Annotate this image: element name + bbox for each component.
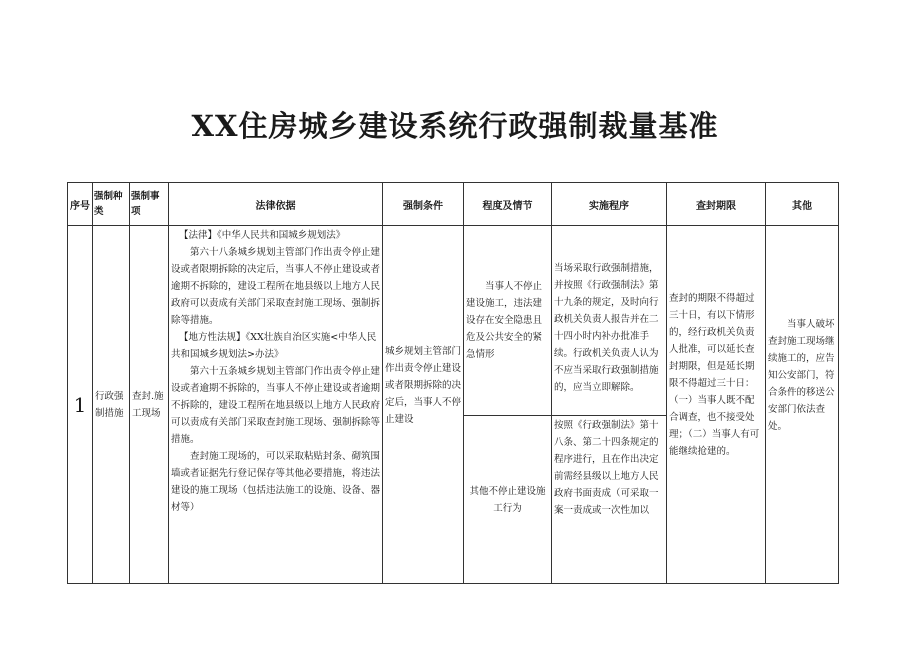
row-degree-other: 其他不停止建设施工行为 <box>464 416 552 584</box>
header-degree: 程度及情节 <box>464 183 552 226</box>
header-law: 法律依据 <box>169 183 383 226</box>
header-row <box>68 183 839 226</box>
table-row <box>68 226 839 416</box>
row-degree-urgent: 当事人不停止建设施工，违法建设存在安全隐患且危及公共安全的紧急情形 <box>464 226 552 416</box>
row-period: 查封的期限不得超过三十日，有以下情形的，经行政机关负责人批准，可以延长查封期限，但是延长期限不得超过三十日：（一）当事人既不配合调查，也不接受处理；（二）当事人有可能继续抢建的。 <box>667 226 766 584</box>
page-title: XX住房城乡建设系统行政强制裁量基准 <box>191 109 719 143</box>
law-measures: 查封施工现场的，可以采取粘贴封条、砌筑围墙或者证据先行登记保存等其他必要措施，将违法建设的施工现场（包括违法施工的设施、设备、器材等） <box>171 451 381 513</box>
row-law <box>169 226 383 584</box>
law-article-68: 第六十八条城乡规划主管部门作出责令停止建设或者限期拆除的决定后，当事人不停止建设或者逾期不拆除的，建设工程所在地县级以上地方人民政府可以责成有关部门采取查封施工现场、强制拆除等措施。 <box>171 247 381 326</box>
discretion-table <box>67 182 839 584</box>
header-procedure: 实施程序 <box>552 183 667 226</box>
row-item: 查封.施工现场 <box>130 226 169 584</box>
law-heading-1: 【法律】《中华人民共和国城乡规划法》 <box>179 230 346 241</box>
row-other: 当事人破坏查封施工现场继续施工的，应告知公安部门，符合条件的移送公安部门依法查处。 <box>766 226 839 584</box>
header-condition: 强制条件 <box>383 183 464 226</box>
row-procedure-other: 按照《行政强制法》第十八条、第二十四条规定的程序进行，且在作出决定前需经县级以上地方人民政府书面责成（可采取一案一责成或一次性加以 <box>552 416 667 584</box>
law-heading-2: 【地方性法规】《XX壮族自治区实施<中华人民共和国城乡规划法>办法》 <box>171 332 377 360</box>
row-type: 行政强制措施 <box>93 226 130 584</box>
law-article-65: 第六十五条城乡规划主管部门作出责令停止建设或者逾期不拆除的，当事人不停止建设或者逾期不拆除的，建设工程所在地县级以上地方人民政府可以责成有关部门采取查封施工现场、强制拆除等措施。 <box>171 366 381 445</box>
header-item: 强制事项 <box>130 183 169 226</box>
header-seq: 序号 <box>68 183 93 226</box>
row-seq: 1 <box>68 226 93 584</box>
row-procedure-urgent: 当场采取行政强制措施，并按照《行政强制法》第十九条的规定，及时向行政机关负责人报告并在二十四小时内补办批准手续。行政机关负责人认为不应当采取行政强制措施的，应当立即解除。 <box>552 226 667 416</box>
header-period: 查封期限 <box>667 183 766 226</box>
header-type: 强制种类 <box>93 183 130 226</box>
header-other: 其他 <box>766 183 839 226</box>
row-condition: 城乡规划主管部门作出责令停止建设或者限期拆除的决定后，当事人不停止建设 <box>383 226 464 584</box>
